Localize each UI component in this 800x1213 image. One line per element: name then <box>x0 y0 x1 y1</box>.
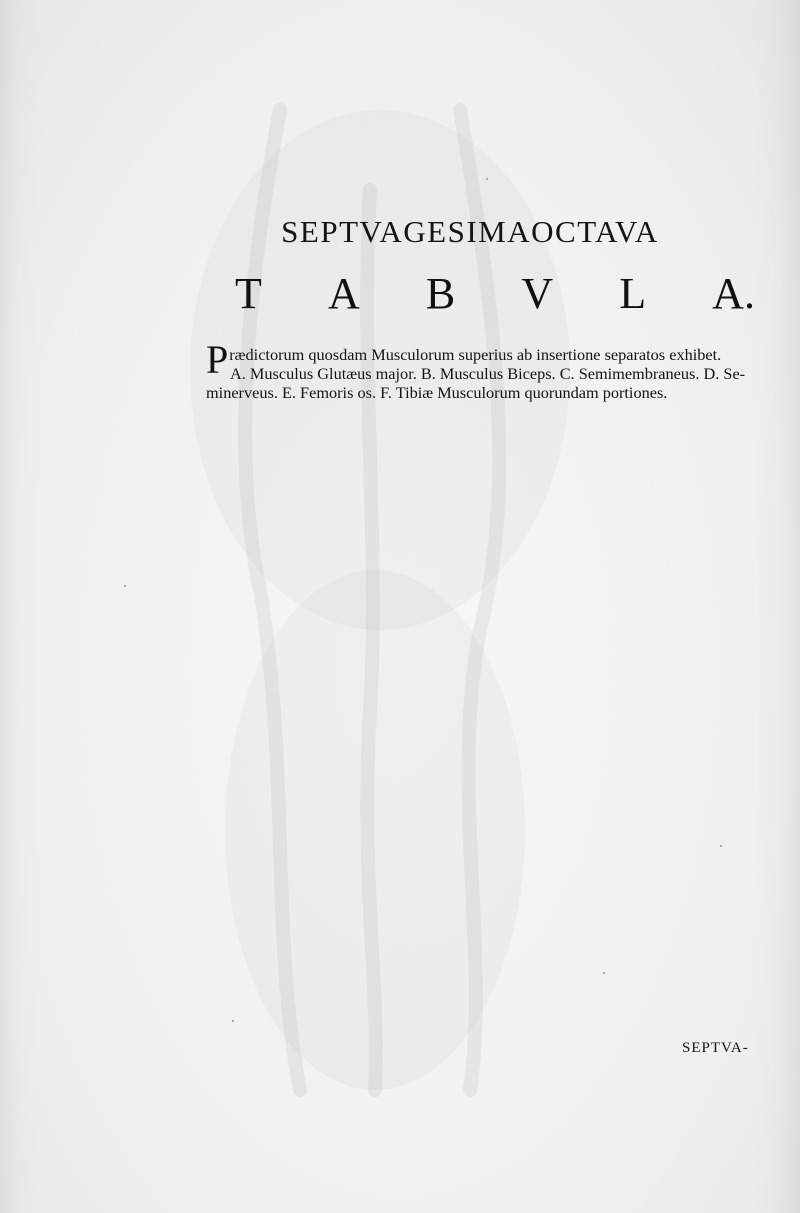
drop-initial: P <box>206 337 229 382</box>
tabula-letter: T <box>235 269 262 318</box>
tabula-letter: B <box>425 269 456 318</box>
print-speck <box>486 178 488 180</box>
plate-heading: SEPTVAGESIMAOCTAVA <box>281 214 659 249</box>
tabula-letter: L <box>619 269 647 318</box>
print-speck <box>124 585 126 587</box>
plate-title-tabula <box>235 268 755 319</box>
catchword: SEPTVA- <box>682 1040 749 1056</box>
tabula-letter: A <box>327 269 360 318</box>
description-line: minerveus. E. Femoris os. F. Tibiæ Musculorum quorundam portiones. <box>206 383 668 402</box>
print-speck <box>720 845 722 847</box>
print-speck <box>232 1020 234 1022</box>
description-line: rædictorum quosdam Musculorum superius ab insertione separatos exhibet. <box>229 345 722 364</box>
print-speck <box>603 972 605 974</box>
description-line: A. Musculus Glutæus major. B. Musculus Biceps. C. Semimembraneus. D. Se- <box>230 364 746 383</box>
plate-description <box>206 337 764 402</box>
tabula-letter: V <box>521 269 554 318</box>
tabula-letter: A. <box>712 269 755 318</box>
